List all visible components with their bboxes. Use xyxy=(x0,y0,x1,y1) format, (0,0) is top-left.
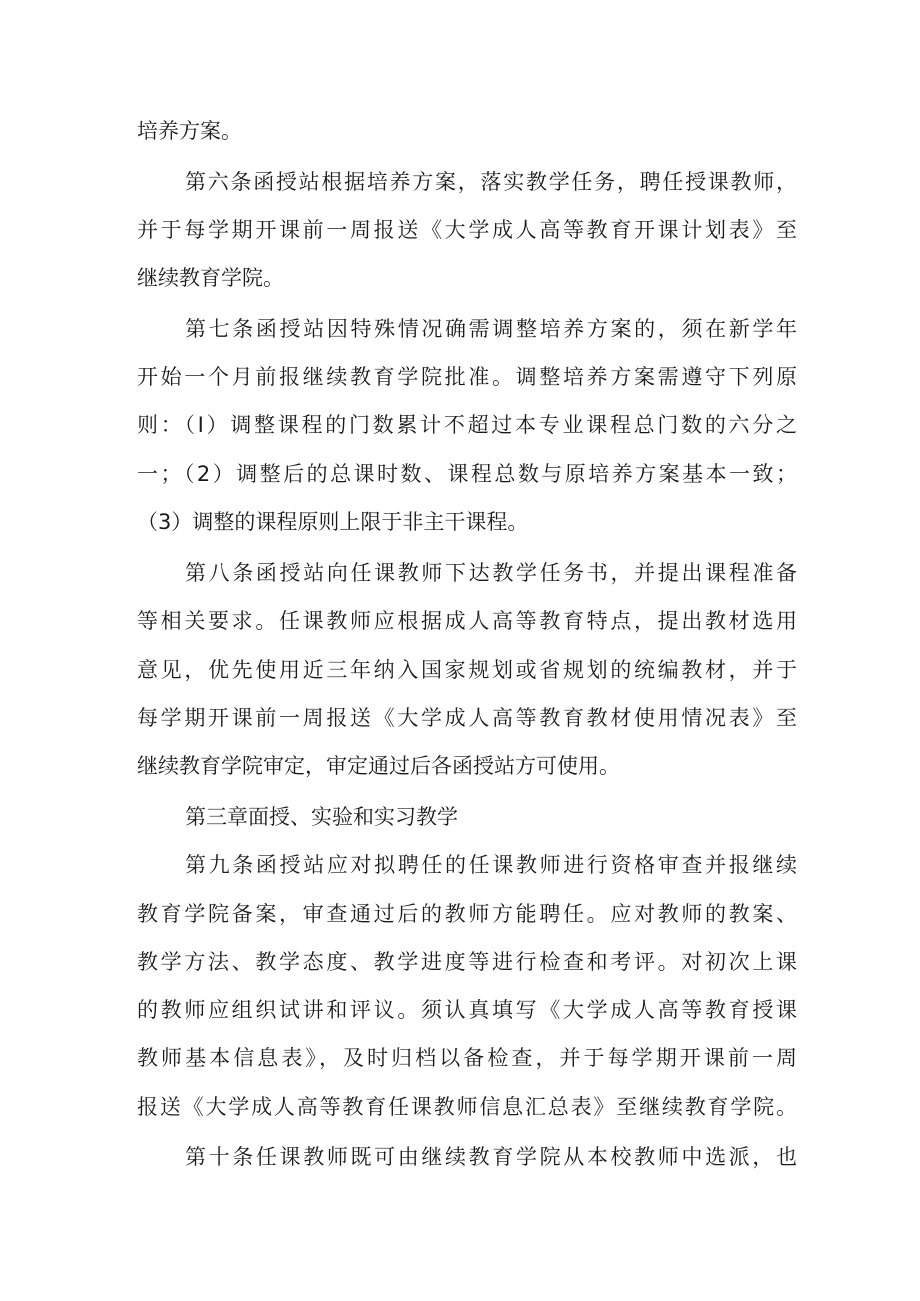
paragraph-article-9-line: 第九条函授站应对拟聘任的任课教师进行资格审查并报继续 xyxy=(185,853,797,877)
chapter-heading: 第三章面授、实验和实习教学 xyxy=(185,805,458,829)
text-line: 一；（2）调整后的总课时数、课程总数与原培养方案基本一致； xyxy=(137,462,797,486)
text-line: 教育学院备案，审查通过后的教师方能聘任。应对教师的教案、 xyxy=(137,902,797,926)
text-line: 并于每学期开课前一周报送《大学成人高等教育开课计划表》至 xyxy=(137,218,797,242)
text-line: 教学方法、教学态度、教学进度等进行检查和考评。对初次上课 xyxy=(137,950,797,974)
text-line: 则：（I）调整课程的门数累计不超过本专业课程总门数的六分之 xyxy=(137,413,797,437)
text-line: 继续教育学院。 xyxy=(137,266,284,290)
text-line: 开始一个月前报继续教育学院批准。调整培养方案需遵守下列原 xyxy=(137,365,797,389)
text-line: 的教师应组织试讲和评议。须认真填写《大学成人高等教育授课 xyxy=(137,998,797,1022)
text-line: 教师基本信息表》，及时归档以备检查，并于每学期开课前一周 xyxy=(137,1046,797,1070)
text-line: 意见，优先使用近三年纳入国家规划或省规划的统编教材，并于 xyxy=(137,658,797,682)
paragraph-article-7-line: 第七条函授站因特殊情况确需调整培养方案的，须在新学年 xyxy=(185,317,797,341)
text-line: 报送《大学成人高等教育任课教师信息汇总表》至继续教育学院。 xyxy=(137,1095,797,1119)
paragraph-article-8-line: 第八条函授站向任课教师下达教学任务书，并提出课程准备 xyxy=(185,561,797,585)
text-line: （3）调整的课程原则上限于非主干课程。 xyxy=(137,510,529,534)
text-line: 培养方案。 xyxy=(137,119,242,143)
text-line: 继续教育学院审定，审定通过后各函授站方可使用。 xyxy=(137,754,620,778)
text-line: 每学期开课前一周报送《大学成人高等教育教材使用情况表》至 xyxy=(137,706,797,730)
paragraph-article-10-line: 第十条任课教师既可由继续教育学院从本校教师中选派，也 xyxy=(185,1145,797,1169)
text-line: 等相关要求。任课教师应根据成人高等教育特点，提出教材选用 xyxy=(137,609,797,633)
paragraph-article-6-line: 第六条函授站根据培养方案，落实教学任务，聘任授课教师， xyxy=(185,170,797,194)
